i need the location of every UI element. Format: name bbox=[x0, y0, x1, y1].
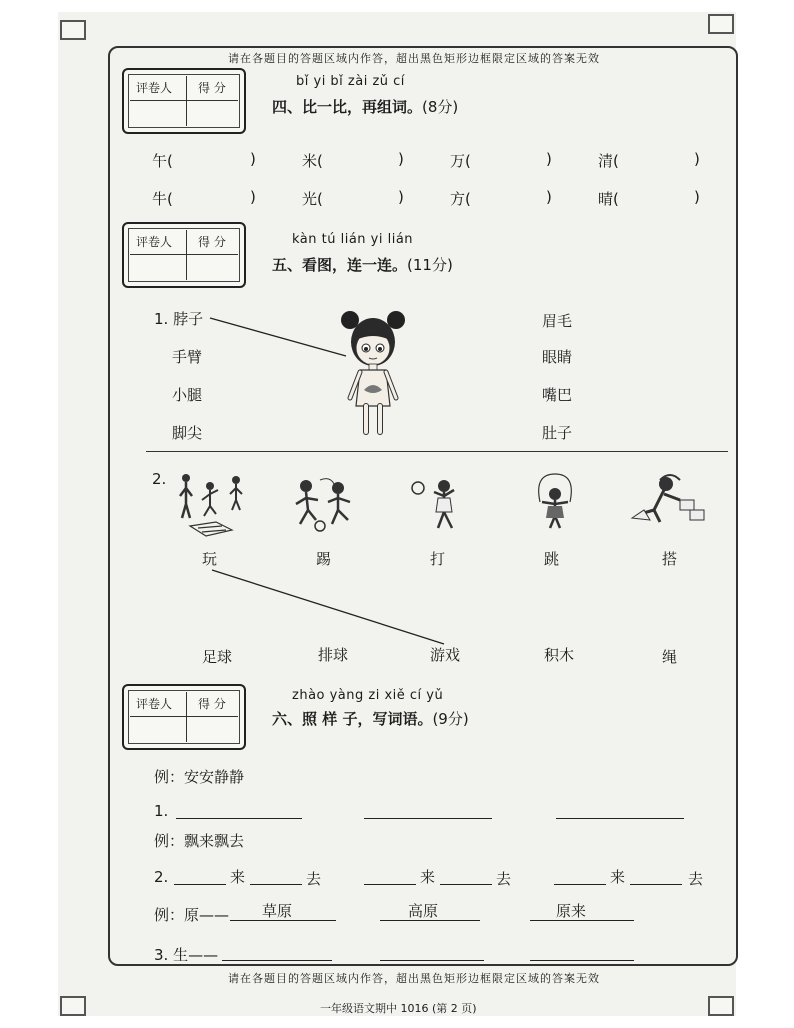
body-part-right: 眼睛 bbox=[542, 348, 573, 366]
word-item: 晴( bbox=[598, 190, 619, 208]
qu-char: 去 bbox=[496, 870, 512, 888]
score-label: 得 分 bbox=[198, 235, 226, 249]
qu-char: 去 bbox=[306, 870, 322, 888]
activity-noun: 排球 bbox=[318, 646, 349, 664]
lai-char: 来 bbox=[610, 868, 626, 886]
answer-blank[interactable] bbox=[440, 884, 492, 885]
word-item: 方( bbox=[450, 190, 471, 208]
activity-noun: 足球 bbox=[202, 648, 233, 666]
score-label: 得 分 bbox=[198, 697, 226, 711]
answer-blank[interactable] bbox=[556, 818, 684, 819]
answer-blank[interactable] bbox=[222, 960, 332, 961]
answer-blank[interactable] bbox=[364, 818, 492, 819]
example-word: 高原 bbox=[408, 902, 439, 920]
q3-number: 3. 生—— bbox=[154, 946, 219, 964]
word-close: ) bbox=[250, 188, 256, 206]
body-part-left: 手臂 bbox=[172, 348, 203, 366]
section5-title-text: 五、看图，连一连。 bbox=[272, 256, 408, 274]
body-part-right: 眉毛 bbox=[542, 312, 573, 330]
body-part-right: 嘴巴 bbox=[542, 386, 573, 404]
activity-verb: 打 bbox=[430, 550, 446, 568]
answer-blank[interactable] bbox=[554, 884, 606, 885]
activity-verb: 踢 bbox=[316, 550, 332, 568]
connector-neck-to-figure bbox=[210, 318, 346, 356]
section6-points: (9分) bbox=[432, 710, 469, 728]
word-close: ) bbox=[694, 150, 700, 168]
body-part-right: 肚子 bbox=[542, 424, 573, 442]
word-close: ) bbox=[546, 150, 552, 168]
connector-play-to-game bbox=[212, 570, 444, 644]
activity-noun: 绳 bbox=[662, 648, 678, 666]
word-item: 光( bbox=[302, 190, 323, 208]
notice-top: 请在各题目的答题区域内作答，超出黑色矩形边框限定区域的答案无效 bbox=[228, 52, 600, 65]
section6-pinyin: zhào yàng zi xiě cí yǔ bbox=[292, 688, 444, 703]
word-close: ) bbox=[694, 188, 700, 206]
section6-title-text: 六、照 样 子，写词语。 bbox=[272, 710, 433, 728]
answer-blank[interactable] bbox=[530, 960, 634, 961]
score-box-section6 bbox=[122, 684, 246, 750]
answer-blank[interactable] bbox=[250, 884, 302, 885]
qu-char: 去 bbox=[688, 870, 704, 888]
word-item: 万( bbox=[450, 152, 471, 170]
section5-pinyin: kàn tú lián yi lián bbox=[292, 232, 414, 247]
body-part-left: 1. 脖子 bbox=[154, 310, 204, 328]
word-close: ) bbox=[546, 188, 552, 206]
word-item: 牛( bbox=[152, 190, 173, 208]
reviewer-label: 评卷人 bbox=[136, 697, 173, 711]
activity-verb: 玩 bbox=[202, 550, 218, 568]
activity-noun: 游戏 bbox=[430, 646, 461, 664]
lai-char: 来 bbox=[230, 868, 246, 886]
section4-title-text: 四、比一比，再组词。 bbox=[272, 98, 423, 116]
activity-noun: 积木 bbox=[544, 646, 575, 664]
section5-points: (11分) bbox=[407, 256, 453, 274]
q1-number: 1. bbox=[154, 802, 169, 820]
score-label: 得 分 bbox=[198, 81, 226, 95]
example-1: 例：安安静静 bbox=[154, 768, 245, 786]
answer-blank[interactable] bbox=[380, 960, 484, 961]
word-item: 午( bbox=[152, 152, 173, 170]
reviewer-label: 评卷人 bbox=[136, 235, 173, 249]
q2-number: 2. bbox=[154, 868, 169, 886]
reviewer-label: 评卷人 bbox=[136, 81, 173, 95]
section6-title bbox=[272, 708, 469, 729]
word-item: 米( bbox=[302, 152, 323, 170]
word-close: ) bbox=[398, 150, 404, 168]
example-word: 草原 bbox=[262, 902, 293, 920]
word-close: ) bbox=[250, 150, 256, 168]
word-item: 清( bbox=[598, 152, 619, 170]
example-3: 例：原—— bbox=[154, 906, 230, 924]
section4-pinyin: bǐ yi bǐ zài zǔ cí bbox=[296, 74, 405, 89]
activity-verb: 搭 bbox=[662, 550, 678, 568]
answer-blank[interactable] bbox=[174, 884, 226, 885]
example-2: 例：飘来飘去 bbox=[154, 832, 245, 850]
word-close: ) bbox=[398, 188, 404, 206]
answer-blank[interactable] bbox=[176, 818, 302, 819]
answer-blank[interactable] bbox=[364, 884, 416, 885]
q2-number: 2. bbox=[152, 470, 167, 488]
notice-bottom: 请在各题目的答题区域内作答，超出黑色矩形边框限定区域的答案无效 bbox=[228, 972, 600, 985]
score-box-divider bbox=[186, 692, 187, 742]
example-word: 原来 bbox=[556, 902, 587, 920]
body-part-left: 脚尖 bbox=[172, 424, 203, 442]
page-footer: 一年级语文期中 1016 (第 2 页) bbox=[320, 1002, 477, 1015]
answer-blank[interactable] bbox=[630, 884, 682, 885]
body-part-left: 小腿 bbox=[172, 386, 203, 404]
lai-char: 来 bbox=[420, 868, 436, 886]
section4-points: (8分) bbox=[422, 98, 459, 116]
activity-verb: 跳 bbox=[544, 550, 560, 568]
